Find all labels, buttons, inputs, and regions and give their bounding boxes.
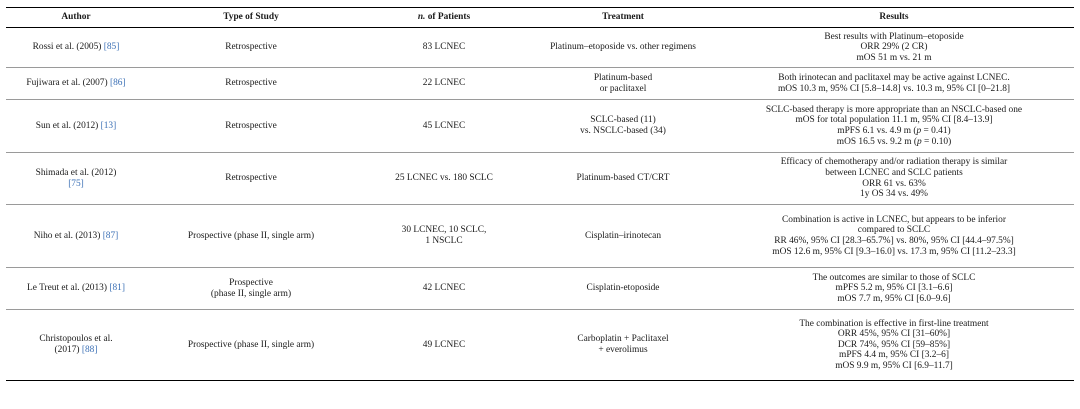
author-text: Le Treut et al. (2013) xyxy=(27,283,110,294)
author-text: Shimada et al. (2012) xyxy=(35,167,117,178)
p-value-symbol: p xyxy=(916,126,922,136)
author-text-continued xyxy=(10,345,142,356)
header-author: Author xyxy=(6,8,146,28)
patients-line: 22 LCNEC xyxy=(422,78,466,89)
patients-cell xyxy=(356,153,532,205)
treatment-line: SCLC-based (11) xyxy=(590,115,656,126)
reference-link[interactable]: [87] xyxy=(102,230,119,241)
patients-line: 25 LCNEC vs. 180 SCLC xyxy=(395,173,493,184)
patients-line: 83 LCNEC xyxy=(422,42,466,53)
table-row xyxy=(6,153,1074,205)
header-patients-label: of Patients xyxy=(425,12,471,23)
patients-line: 49 LCNEC xyxy=(422,339,466,350)
results-cell xyxy=(714,153,1074,205)
patients-line: 45 LCNEC xyxy=(422,120,466,131)
results-line: SCLC-based therapy is more appropriate than an NSCLC-based one xyxy=(765,104,1023,115)
treatment-line: Platinum-based xyxy=(593,72,653,83)
results-line: between LCNEC and SCLC patients xyxy=(825,167,963,178)
study-type-cell xyxy=(146,68,356,100)
results-cell xyxy=(714,310,1074,381)
results-cell xyxy=(714,68,1074,100)
author-text: Sun et al. (2012) xyxy=(35,120,101,131)
results-line: mOS 12.6 m, 95% CI [9.3–16.0] vs. 17.3 m, 95% CI [11.2–23.3] xyxy=(772,246,1016,257)
author-text: Fujiwara et al. (2007) xyxy=(26,78,110,89)
results-cell xyxy=(714,28,1074,68)
results-line: Combination is active in LCNEC, but appears to be inferior xyxy=(782,214,1006,225)
study-type-cell xyxy=(146,205,356,268)
author-text: Christopoulos et al. xyxy=(39,334,113,345)
results-line: mOS 9.9 m, 95% CI [6.9–11.7] xyxy=(835,360,953,371)
treatment-cell xyxy=(532,205,714,268)
results-cell xyxy=(714,268,1074,310)
table-row xyxy=(6,310,1074,381)
results-line: Efficacy of chemotherapy and/or radiation therapy is similar xyxy=(780,157,1008,168)
results-line: mPFS 4.4 m, 95% CI [3.2–6] xyxy=(839,350,949,361)
patients-cell xyxy=(356,205,532,268)
results-line: compared to SCLC xyxy=(857,225,931,236)
results-line: mOS 51 m vs. 21 m xyxy=(856,52,932,63)
results-text: mPFS 6.1 vs. 4.9 m (p = 0.41) xyxy=(837,126,951,136)
study-type-line: Prospective xyxy=(229,277,273,288)
study-type-line: (phase II, single arm) xyxy=(210,288,292,299)
header-treatment: Treatment xyxy=(532,8,714,28)
p-value-symbol: p xyxy=(917,136,922,147)
study-type-cell xyxy=(146,268,356,310)
study-type-line: Retrospective xyxy=(225,120,277,131)
author-cell xyxy=(6,153,146,205)
reference-link[interactable]: [75] xyxy=(68,178,84,189)
patients-cell xyxy=(356,28,532,68)
treatment-cell xyxy=(532,268,714,310)
results-line: mPFS 5.2 m, 95% CI [3.1–6.6] xyxy=(835,283,953,294)
reference-link[interactable]: [88] xyxy=(81,345,98,355)
results-line: DCR 74%, 95% CI [59–85%] xyxy=(837,339,951,350)
patients-line: 30 LCNEC, 10 SCLC, xyxy=(401,225,487,236)
reference-link[interactable]: [85] xyxy=(103,42,120,53)
table-row xyxy=(6,205,1074,268)
header-results: Results xyxy=(714,8,1074,28)
patients-line: 1 NSCLC xyxy=(425,236,463,246)
patients-cell xyxy=(356,268,532,310)
patients-line: 42 LCNEC xyxy=(422,283,466,294)
treatment-cell xyxy=(532,100,714,153)
treatment-cell xyxy=(532,310,714,381)
study-type-line: Retrospective xyxy=(225,42,277,53)
header-type: Type of Study xyxy=(146,8,356,28)
results-text: mOS 16.5 vs. 9.2 m (p = 0.10) xyxy=(836,136,952,147)
results-line: mOS for total population 11.1 m, 95% CI [8.4–13.9] xyxy=(795,115,993,126)
reference-link[interactable]: [86] xyxy=(109,78,126,89)
table-row xyxy=(6,68,1074,100)
results-line: Best results with Platinum–etoposide xyxy=(824,31,964,42)
study-type-line: Retrospective xyxy=(225,173,277,184)
table-row xyxy=(6,268,1074,310)
reference-link[interactable]: [81] xyxy=(109,283,125,294)
treatment-cell xyxy=(532,28,714,68)
author-text: Rossi et al. (2005) xyxy=(32,42,104,53)
author-cell xyxy=(6,205,146,268)
author-cell xyxy=(6,28,146,68)
treatment-line: Platinum–etoposide vs. other regimens xyxy=(550,42,696,53)
results-line xyxy=(718,126,1070,137)
table-row xyxy=(6,28,1074,68)
results-line: ORR 45%, 95% CI [31–60%] xyxy=(837,329,951,340)
author-cell xyxy=(6,100,146,153)
results-line: ORR 61 vs. 63% xyxy=(862,178,926,189)
results-line: ORR 29% (2 CR) xyxy=(860,42,928,53)
results-cell xyxy=(714,205,1074,268)
author-year: (2017) xyxy=(54,345,82,355)
author-cell xyxy=(6,268,146,310)
study-type-cell xyxy=(146,100,356,153)
results-line: RR 46%, 95% CI [28.3–65.7%] vs. 80%, 95% CI [44.4–97.5%] xyxy=(774,236,1014,246)
results-line: 1y OS 34 vs. 49% xyxy=(860,189,928,200)
table-row xyxy=(6,100,1074,153)
treatment-line: Cisplatin–irinotecan xyxy=(584,230,662,241)
study-type-cell xyxy=(146,153,356,205)
study-type-line: Prospective (phase II, single arm) xyxy=(187,339,315,350)
results-line: Both irinotecan and paclitaxel may be active against LCNEC. xyxy=(778,72,1010,83)
header-patients xyxy=(356,8,532,28)
treatment-line: or paclitaxel xyxy=(599,83,647,94)
results-line: The outcomes are similar to those of SCLC xyxy=(812,272,976,283)
study-type-line: Prospective (phase II, single arm) xyxy=(187,230,315,241)
results-cell xyxy=(714,100,1074,153)
author-cell xyxy=(6,310,146,381)
treatment-line: vs. NSCLC-based (34) xyxy=(580,126,666,136)
results-line: The combination is effective in first-line treatment xyxy=(799,318,989,329)
results-line: mOS 10.3 m, 95% CI [5.8–14.8] vs. 10.3 m, 95% CI [0–21.8] xyxy=(777,83,1011,94)
results-line: mOS 7.7 m, 95% CI [6.0–9.6] xyxy=(837,293,951,304)
studies-table xyxy=(6,7,1074,381)
study-type-cell xyxy=(146,28,356,68)
treatment-cell xyxy=(532,68,714,100)
study-type-line: Retrospective xyxy=(225,78,277,89)
treatment-cell xyxy=(532,153,714,205)
treatment-line: Carboplatin + Paclitaxel xyxy=(577,334,669,345)
reference-link[interactable]: [13] xyxy=(100,120,117,131)
treatment-line: Cisplatin-etoposide xyxy=(586,283,660,294)
patients-cell xyxy=(356,310,532,381)
study-type-cell xyxy=(146,310,356,381)
author-text: Niho et al. (2013) xyxy=(33,230,103,241)
header-patients-n: n. xyxy=(417,12,426,23)
author-cell xyxy=(6,68,146,100)
results-line xyxy=(718,137,1070,148)
header-row xyxy=(6,8,1074,28)
patients-cell xyxy=(356,100,532,153)
treatment-line: Platinum-based CT/CRT xyxy=(576,173,670,184)
patients-cell xyxy=(356,68,532,100)
treatment-line: + everolimus xyxy=(598,345,648,355)
